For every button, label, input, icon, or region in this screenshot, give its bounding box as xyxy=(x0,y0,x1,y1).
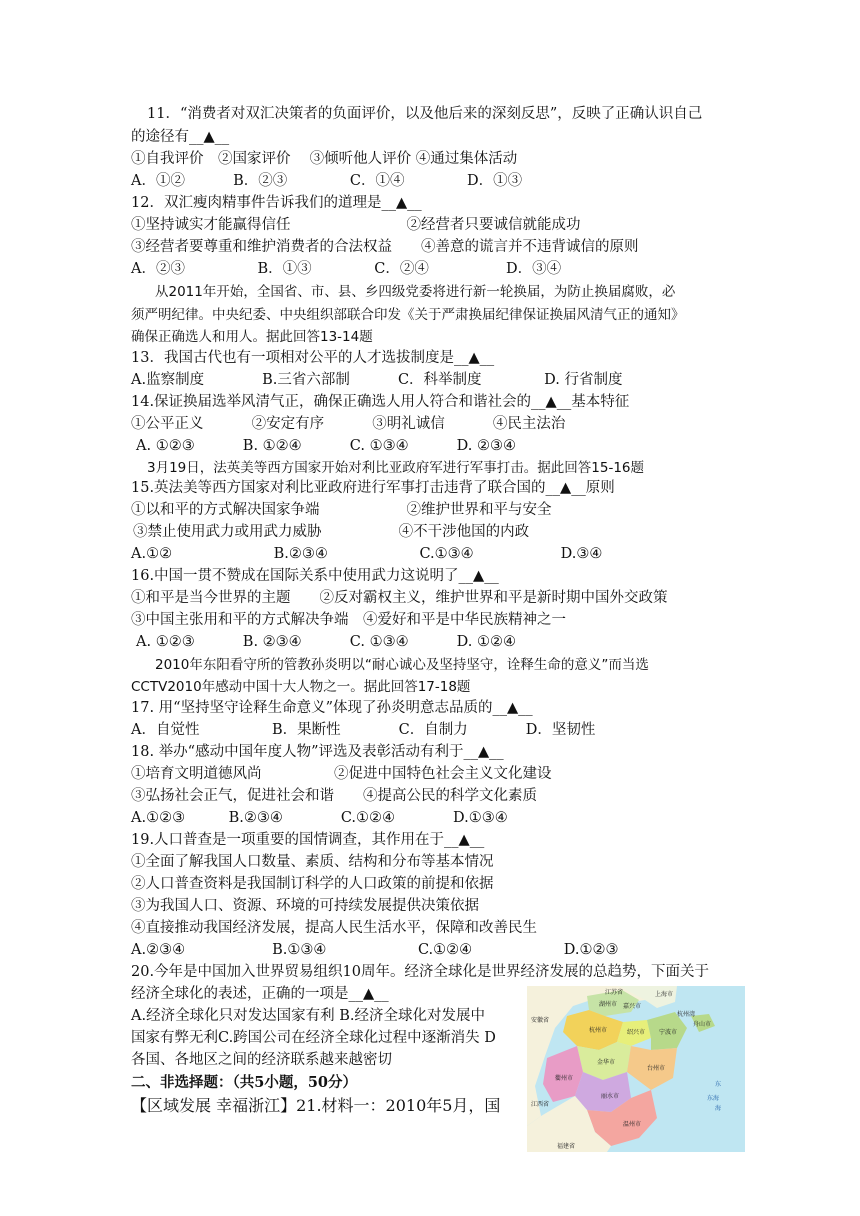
material-13-14-line1: 从2011年开始，全国省、市、县、乡四级党委将进行新一轮换届，为防止换届腐败，必 xyxy=(155,284,676,300)
q19-item-3: ③为我国人口、资源、环境的可持续发展提供决策依据 xyxy=(131,898,479,914)
q11-stem-cont: 的途径有__▲__ xyxy=(131,129,230,145)
map-region-label: 海 xyxy=(715,1105,722,1112)
q20-option-line3: 各国、各地区之间的经济联系越来越密切 xyxy=(131,1052,392,1068)
q14-options: A. ①②③ B. ①②④ C. ①③④ D. ②③④ xyxy=(136,438,517,454)
map-region-label: 东 xyxy=(715,1081,722,1088)
q14-items: ①公平正义 ②安定有序 ③明礼诚信 ④民主法治 xyxy=(131,416,566,432)
q14-stem: 14.保证换届选举风清气正，确保正确选人用人符合和谐社会的__▲__基本特征 xyxy=(131,394,630,410)
q13-stem: 13．我国古代也有一项相对公平的人才选拔制度是__▲__ xyxy=(131,350,495,366)
q20-option-line2: 国家有弊无利C.跨国公司在经济全球化过程中逐渐消失 D xyxy=(131,1030,496,1046)
map-city-label: 舟山市 xyxy=(693,1021,712,1028)
map-city-label: 湖州市 xyxy=(599,1001,618,1008)
map-region-label: 东海 xyxy=(707,1095,720,1102)
map-region-label: 上海市 xyxy=(655,991,674,998)
q15-options: A.①② B.②③④ C.①③④ D.③④ xyxy=(131,546,603,562)
map-region-label: 杭州湾 xyxy=(677,1011,696,1018)
map-city-label: 杭州市 xyxy=(589,1027,608,1034)
q16-stem: 16.中国一贯不赞成在国际关系中使用武力这说明了__▲__ xyxy=(131,568,499,584)
q11-options: A．①② B．②③ C．①④ D．①③ xyxy=(131,173,523,189)
map-region-label: 安徽省 xyxy=(531,1017,550,1024)
q12-stem: 12．双汇瘦肉精事件告诉我们的道理是__▲__ xyxy=(131,195,422,211)
q12-items-1: ①坚持诚实才能赢得信任 ②经营者只要诚信就能成功 xyxy=(131,217,581,233)
q20-stem-cont: 经济全球化的表述，正确的一项是__▲__ xyxy=(131,986,389,1002)
q11-items: ①自我评价 ②国家评价 ③倾听他人评价 ④通过集体活动 xyxy=(131,151,518,167)
q19-item-2: ②人口普查资料是我国制订科学的人口政策的前提和依据 xyxy=(131,876,494,892)
q17-options: A．自觉性 B．果断性 C．自制力 D．坚韧性 xyxy=(131,722,596,738)
map-city-label: 嘉兴市 xyxy=(623,1003,642,1010)
q20-stem: 20.今年是中国加入世界贸易组织10周年。经济全球化是世界经济发展的总趋势，下面关于 xyxy=(131,964,710,980)
map-city-label: 金华市 xyxy=(597,1059,616,1066)
q13-options: A.监察制度 B.三省六部制 C．科举制度 D. 行省制度 xyxy=(131,372,623,388)
zhejiang-map-graphic xyxy=(527,986,745,1152)
material-15-16: 3月19日，法英美等西方国家开始对利比亚政府军进行军事打击。据此回答15-16题 xyxy=(147,460,644,476)
q17-stem: 17. 用“坚持坚守诠释生命意义”体现了孙炎明意志品质的__▲__ xyxy=(131,700,533,716)
map-city-label: 衢州市 xyxy=(555,1075,574,1082)
q16-items-2: ③中国主张用和平的方式解决争端 ④爱好和平是中华民族精神之一 xyxy=(131,612,566,628)
q15-stem: 15.英法美等西方国家对利比亚政府进行军事打击违背了联合国的__▲__原则 xyxy=(131,480,615,496)
q12-options: A．②③ B．①③ C．②④ D．③④ xyxy=(131,261,562,277)
q19-stem: 19.人口普查是一项重要的国情调查，其作用在于__▲__ xyxy=(131,832,485,848)
map-region-label: 江西省 xyxy=(531,1101,550,1108)
zhejiang-map xyxy=(527,986,745,1152)
map-city-label: 丽水市 xyxy=(601,1093,620,1100)
material-13-14-line3: 确保正确选人和用人。据此回答13-14题 xyxy=(131,329,373,345)
q18-options: A.①②③ B.②③④ C.①②④ D.①③④ xyxy=(131,810,508,826)
map-region-label: 江苏省 xyxy=(605,989,624,996)
material-17-18-line1: 2010年东阳看守所的管教孙炎明以“耐心诚心及坚持坚守，诠释生命的意义”而当选 xyxy=(155,657,649,673)
map-city-label: 绍兴市 xyxy=(627,1029,646,1036)
q11-stem: 11．“消费者对双汇决策者的负面评价，以及他后来的深刻反思”，反映了正确认识自己 xyxy=(147,106,703,122)
q20-option-line1: A.经济全球化只对发达国家有利 B.经济全球化对发展中 xyxy=(131,1008,485,1024)
q16-items-1: ①和平是当今世界的主题 ②反对霸权主义，维护世界和平是新时期中国外交政策 xyxy=(131,590,668,606)
q18-stem: 18. 举办“感动中国年度人物”评选及表彰活动有利于__▲__ xyxy=(131,744,504,760)
map-city-label: 温州市 xyxy=(623,1121,642,1128)
material-17-18-line2: CCTV2010年感动中国十大人物之一。据此回答17-18题 xyxy=(131,679,471,695)
q19-item-1: ①全面了解我国人口数量、素质、结构和分布等基本情况 xyxy=(131,854,494,870)
map-city-label: 台州市 xyxy=(647,1065,666,1072)
q19-item-4: ④直接推动我国经济发展，提高人民生活水平，保障和改善民生 xyxy=(131,920,537,936)
q19-options: A.②③④ B.①③④ C.①②④ D.①②③ xyxy=(131,942,619,958)
map-region-label: 福建省 xyxy=(557,1143,576,1150)
q21-intro: 【区域发展 幸福浙江】21.材料一：2010年5月，国 xyxy=(131,1096,501,1115)
q18-items-2: ③弘扬社会正气，促进社会和谐 ④提高公民的科学文化素质 xyxy=(131,788,537,804)
q15-items-1: ①以和平的方式解决国家争端 ②维护世界和平与安全 xyxy=(131,502,552,518)
q12-items-2: ③经营者要尊重和维护消费者的合法权益 ④善意的谎言并不违背诚信的原则 xyxy=(131,239,639,255)
map-city-label: 宁波市 xyxy=(659,1029,678,1036)
q16-options: A. ①②③ B. ②③④ C. ①③④ D. ①②④ xyxy=(136,634,517,650)
material-13-14-line2: 须严明纪律。中央纪委、中央组织部联合印发《关于严肃换届纪律保证换届风清气正的通知》 xyxy=(131,307,685,323)
section-heading: 二、非选择题：（共5小题，50分） xyxy=(131,1074,358,1091)
q18-items-1: ①培育文明道德风尚 ②促进中国特色社会主义文化建设 xyxy=(131,766,552,782)
q15-items-2: ③禁止使用武力或用武力威胁 ④不干涉他国的内政 xyxy=(133,524,530,540)
